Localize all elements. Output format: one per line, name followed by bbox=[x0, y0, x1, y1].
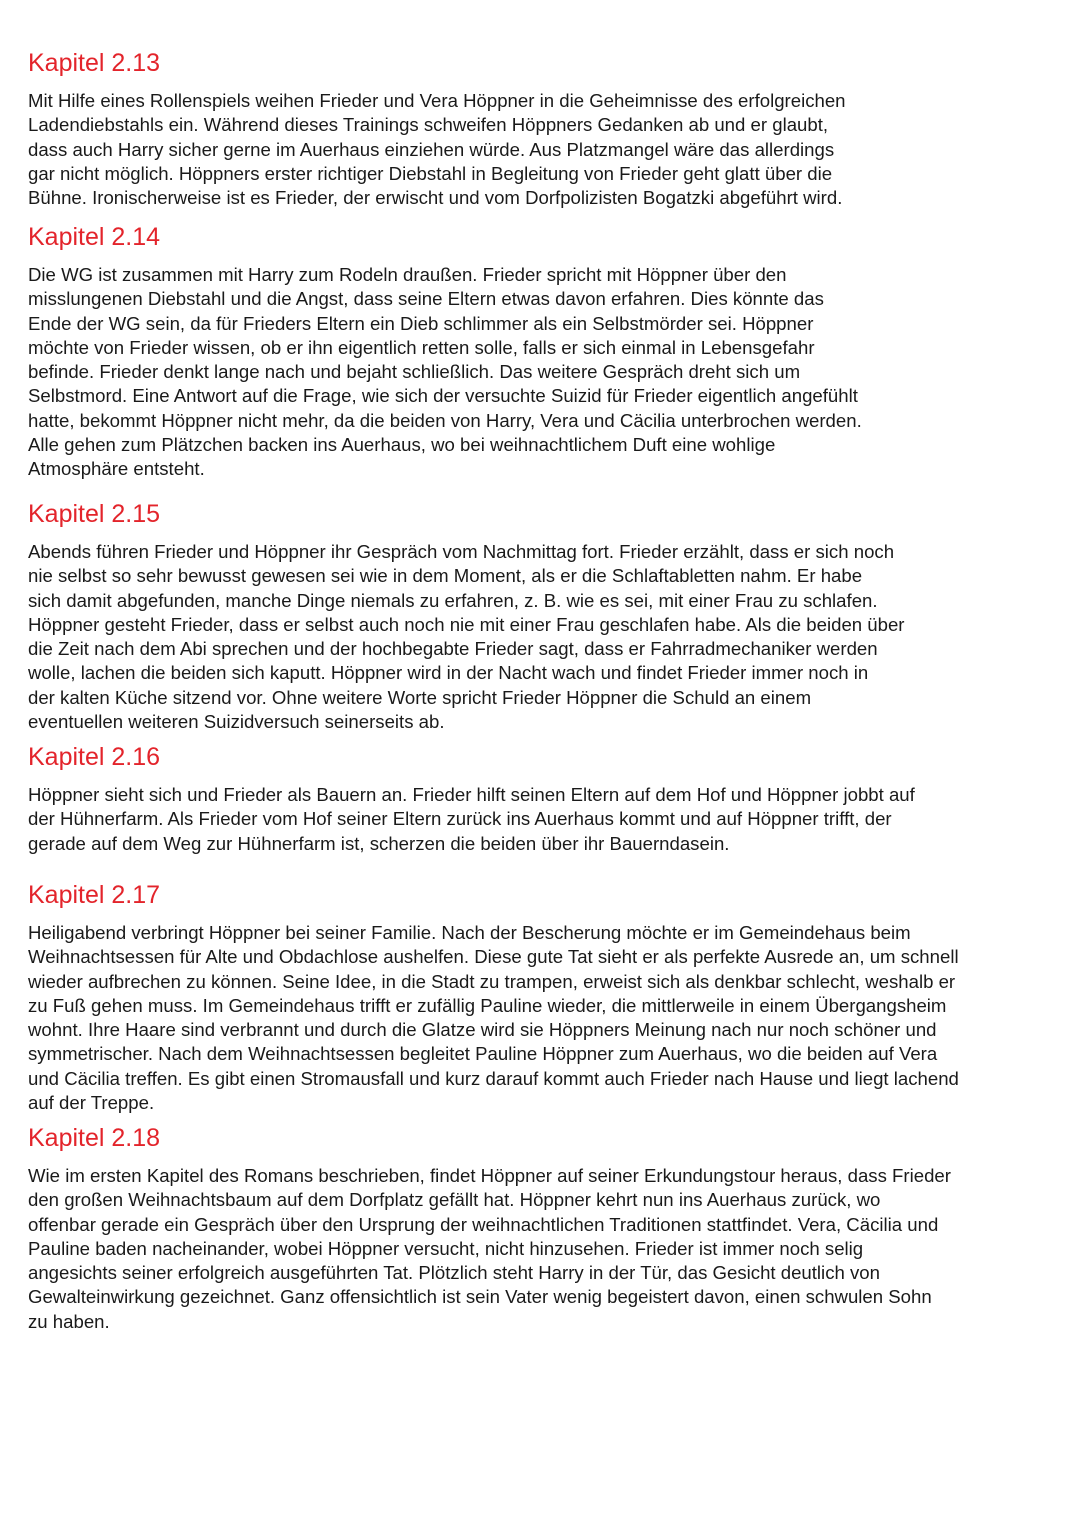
text-line: Selbstmord. Eine Antwort auf die Frage, wie sich der versuchte Suizid für Frieder eigentlich angefühlt bbox=[28, 385, 858, 407]
chapter-2-14 bbox=[28, 222, 1068, 482]
text-line: Gewalteinwirkung gezeichnet. Ganz offensichtlich ist sein Vater wenig begeistert davon, einen schwulen Sohn bbox=[28, 1286, 932, 1308]
text-line: zu haben. bbox=[28, 1310, 110, 1332]
text-line: zu Fuß gehen muss. Im Gemeindehaus trifft er zufällig Pauline wieder, die mittlerweile in einem Übergangsheim bbox=[28, 994, 947, 1016]
text-line: der kalten Küche sitzend vor. Ohne weitere Worte spricht Frieder Höppner die Schuld an einem bbox=[28, 686, 812, 708]
text-line: Pauline baden nacheinander, wobei Höppner versucht, nicht hinzusehen. Frieder ist immer noch selig bbox=[28, 1237, 864, 1259]
text-line: Bühne. Ironischerweise ist es Frieder, der erwischt und vom Dorfpolizisten Bogatzki abgeführt wird. bbox=[28, 187, 843, 209]
text-line: Alle gehen zum Plätzchen backen ins Auerhaus, wo bei weihnachtlichem Duft eine wohlige bbox=[28, 434, 776, 456]
text-line: wolle, lachen die beiden sich kaputt. Höppner wird in der Nacht wach und findet Frieder immer noch in bbox=[28, 662, 869, 684]
text-line: wohnt. Ihre Haare sind verbrannt und durch die Glatze wird sie Höppners Meinung nach nur noch schöner und bbox=[28, 1019, 937, 1041]
text-line: befinde. Frieder denkt lange nach und bejaht schließlich. Das weitere Gespräch dreht sich um bbox=[28, 361, 801, 383]
text-line: Ende der WG sein, da für Frieders Eltern ein Dieb schlimmer als ein Selbstmörder sei. Höppner bbox=[28, 312, 814, 334]
chapter-heading: Kapitel 2.17 bbox=[28, 881, 161, 909]
chapter-summary bbox=[28, 1164, 1068, 1334]
text-line: Höppner gesteht Frieder, dass er selbst auch noch nie mit einer Frau geschlafen habe. Als die beiden über bbox=[28, 613, 905, 635]
chapter-summary bbox=[28, 89, 1068, 210]
text-line: gar nicht möglich. Höppners erster richtiger Diebstahl in Begleitung von Frieder geht glatt über die bbox=[28, 162, 833, 184]
text-line: Atmosphäre entsteht. bbox=[28, 458, 205, 480]
chapter-2-17 bbox=[28, 880, 1068, 1115]
text-line: misslungenen Diebstahl und die Angst, dass seine Eltern etwas davon erfahren. Dies könnte das bbox=[28, 288, 824, 310]
text-line: nie selbst so sehr bewusst gewesen sei wie in dem Moment, als er die Schlaftabletten nahm. Er habe bbox=[28, 565, 863, 587]
text-line: der Hühnerfarm. Als Frieder vom Hof seiner Eltern zurück ins Auerhaus kommt und auf Höppner trifft, der bbox=[28, 808, 892, 830]
text-line: hatte, bekommt Höppner nicht mehr, da die beiden von Harry, Vera und Cäcilia unterbrochen werden. bbox=[28, 409, 862, 431]
text-line: symmetrischer. Nach dem Weihnachtsessen begleitet Pauline Höppner zum Auerhaus, wo die beiden auf Vera bbox=[28, 1043, 938, 1065]
text-line: offenbar gerade ein Gespräch über den Ursprung der weihnachtlichen Traditionen stattfindet. Vera, Cäcilia und bbox=[28, 1213, 939, 1235]
chapter-summary bbox=[28, 921, 1068, 1115]
text-line: sich damit abgefunden, manche Dinge niemals zu erfahren, z. B. wie es sei, mit einer Frau zu schlafen. bbox=[28, 589, 878, 611]
text-line: und Cäcilia treffen. Es gibt einen Stromausfall und kurz darauf kommt auch Frieder nach Hause und liegt lachend bbox=[28, 1067, 959, 1089]
text-line: Heiligabend verbringt Höppner bei seiner Familie. Nach der Bescherung möchte er im Gemeindehaus beim bbox=[28, 922, 911, 943]
text-line: gerade auf dem Weg zur Hühnerfarm ist, scherzen die beiden über ihr Bauerndasein. bbox=[28, 832, 730, 854]
text-line: eventuellen weiteren Suizidversuch seinerseits ab. bbox=[28, 711, 445, 733]
chapter-summary bbox=[28, 783, 1068, 856]
chapter-2-18 bbox=[28, 1123, 1068, 1334]
chapter-summary bbox=[28, 263, 1068, 482]
text-line: die Zeit nach dem Abi sprechen und der hochbegabte Frieder sagt, dass er Fahrradmechaniker werden bbox=[28, 638, 878, 660]
chapter-summary bbox=[28, 540, 1068, 734]
chapter-2-15 bbox=[28, 499, 1068, 734]
chapter-heading: Kapitel 2.18 bbox=[28, 1124, 161, 1152]
chapter-heading: Kapitel 2.13 bbox=[28, 49, 161, 77]
chapter-2-16 bbox=[28, 742, 1068, 856]
text-line: Höppner sieht sich und Frieder als Bauern an. Frieder hilft seinen Eltern auf dem Hof und Höppner jobbt auf bbox=[28, 784, 915, 805]
text-line: Die WG ist zusammen mit Harry zum Rodeln draußen. Frieder spricht mit Höppner über den bbox=[28, 264, 787, 285]
text-line: möchte von Frieder wissen, ob er ihn eigentlich retten solle, falls er sich einmal in Lebensgefahr bbox=[28, 336, 815, 358]
chapter-heading: Kapitel 2.16 bbox=[28, 743, 161, 771]
text-line: wieder aufbrechen zu können. Seine Idee, in die Stadt zu trampen, erweist sich als denkbar schlecht, weshalb er bbox=[28, 970, 956, 992]
text-line: Abends führen Frieder und Höppner ihr Gespräch vom Nachmittag fort. Frieder erzählt, dass er sich noch bbox=[28, 541, 895, 562]
text-line: den großen Weihnachtsbaum auf dem Dorfplatz gefällt hat. Höppner kehrt nun ins Auerhaus zurück, wo bbox=[28, 1189, 881, 1211]
text-line: Weihnachtsessen für Alte und Obdachlose aushelfen. Diese gute Tat sieht er als perfekte Ausrede an, um schnell bbox=[28, 946, 959, 968]
chapter-2-13 bbox=[28, 48, 1068, 210]
chapter-heading: Kapitel 2.15 bbox=[28, 500, 161, 528]
text-line: dass auch Harry sicher gerne im Auerhaus einziehen würde. Aus Platzmangel wäre das allerdings bbox=[28, 138, 835, 160]
text-line: Wie im ersten Kapitel des Romans beschrieben, findet Höppner auf seiner Erkundungstour heraus, dass Frieder bbox=[28, 1165, 951, 1186]
chapter-heading: Kapitel 2.14 bbox=[28, 223, 161, 251]
text-line: auf der Treppe. bbox=[28, 1092, 155, 1114]
text-line: Mit Hilfe eines Rollenspiels weihen Frieder und Vera Höppner in die Geheimnisse des erfolgreichen bbox=[28, 90, 846, 111]
text-line: angesichts seiner erfolgreich ausgeführten Tat. Plötzlich steht Harry in der Tür, das Gesicht deutlich von bbox=[28, 1262, 880, 1284]
text-line: Ladendiebstahls ein. Während dieses Trainings schweifen Höppners Gedanken ab und er glaubt, bbox=[28, 114, 829, 136]
